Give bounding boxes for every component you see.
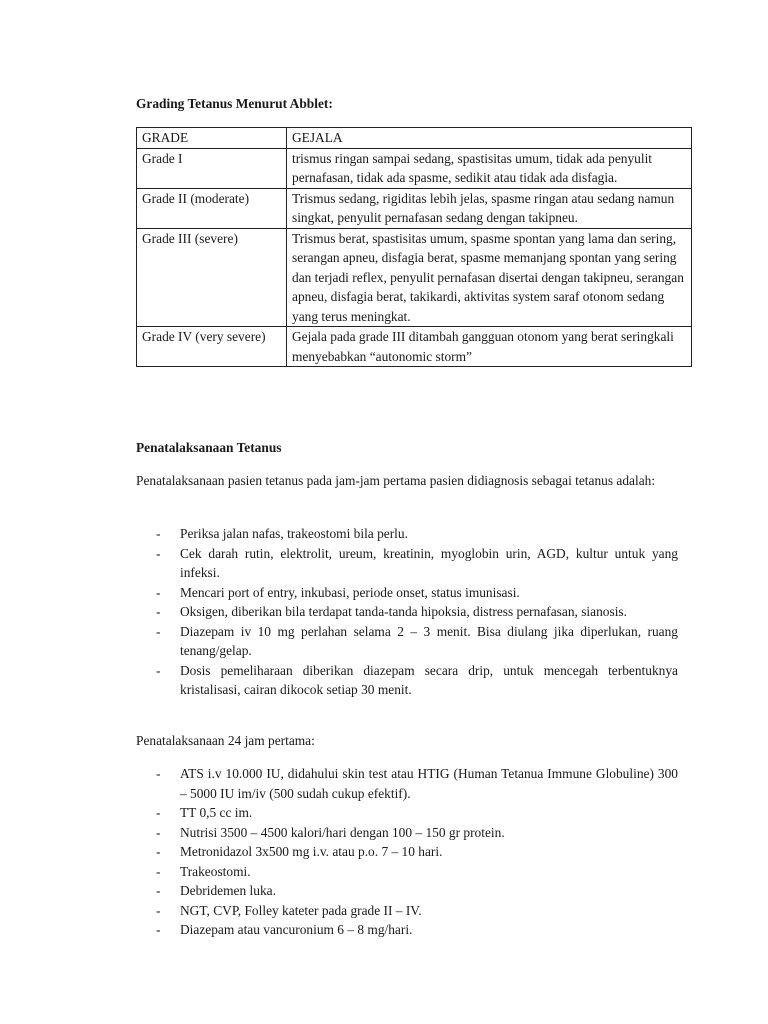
list-item [156,524,678,544]
list-item [156,803,678,823]
sub-title: Penatalaksanaan 24 jam pertama: [136,733,315,748]
list-item-text: Metronidazol 3x500 mg i.v. atau p.o. 7 – 10 hari. [180,844,443,859]
intro-paragraph: Penatalaksanaan pasien tetanus pada jam-jam pertama pasien didiagnosis sebagai tetanus adalah: [136,473,656,488]
list-item [156,602,678,622]
list-item-text: Debridemen luka. [180,883,276,898]
list-item-text: Cek darah rutin, elektrolit, ureum, kreatinin, myoglobin urin, AGD, kultur untuk yang infeksi. [180,545,678,580]
table-row [137,228,692,327]
dash-bullet: - [156,863,161,879]
grade-cell: Grade IV (very severe) [137,327,287,367]
table-header-row [137,128,692,149]
list-item-text: Trakeostomi. [180,863,251,879]
list-item [156,901,678,921]
list-item-text: Periksa jalan nafas, trakeostomi bila perlu. [180,526,408,541]
list-item-text: Oksigen, diberikan bila terdapat tanda-tanda hipoksia, distress pernafasan, sianosis. [180,604,627,619]
list-item [156,661,678,700]
gejala-cell: Gejala pada grade III ditambah gangguan otonom yang berat seringkali menyebabkan “autonomic storm” [287,327,692,367]
list-item [156,881,678,901]
dash-bullet: - [156,844,161,859]
dash-bullet: - [156,766,161,781]
list-item-text: Nutrisi 3500 – 4500 kalori/hari dengan 100 – 150 gr protein. [180,824,505,840]
list-item [156,823,678,843]
list-item-text: TT 0,5 cc im. [180,805,253,820]
list-item [156,842,678,862]
dash-bullet: - [156,604,161,619]
list-item-text: ATS i.v 10.000 IU, didahului skin test atau HTIG (Human Tetanua Immune Globuline) 300 – 5000 IU im/iv (500 sudah cukup efektif). [180,766,678,801]
list-item [156,764,678,803]
dash-bullet: - [156,883,161,898]
table-row [137,327,692,367]
list-item-text: Diazepam iv 10 mg perlahan selama 2 – 3 menit. Bisa diulang jika diperlukan, ruang tenang/gelap. [180,623,678,658]
dash-bullet: - [156,623,161,639]
list-item [156,544,678,583]
table-row [137,188,692,228]
section-title: Penatalaksanaan Tetanus [136,440,282,455]
dash-bullet: - [156,526,161,541]
list-item-text: Mencari port of entry, inkubasi, periode onset, status imunisasi. [180,584,520,600]
grade-cell: Grade I [137,148,287,188]
initial-steps-list [156,524,678,700]
dash-bullet: - [156,662,161,678]
list-item-text: Diazepam atau vancuronium 6 – 8 mg/hari. [180,922,413,937]
gejala-cell: trismus ringan sampai sedang, spastisitas umum, tidak ada penyulit pernafasan, tidak ada spasme, sedikit atau tidak ada disfagia. [287,148,692,188]
first-24h-list [156,764,678,940]
list-item-text: NGT, CVP, Folley kateter pada grade II – IV. [180,902,422,918]
table-row [137,148,692,188]
list-item [156,862,678,882]
dash-bullet: - [156,805,161,820]
dash-bullet: - [156,824,161,840]
dash-bullet: - [156,545,161,561]
list-item [156,583,678,603]
dash-bullet: - [156,922,161,937]
gejala-cell: Trismus berat, spastisitas umum, spasme spontan yang lama dan sering, serangan apneu, disfagia berat, spasme memanjang spontan yang sering dan terjadi reflex, penyulit pernafasan disertai dengan takipneu, serangan apneu, disfagia berat, takikardi, aktivitas system saraf otonom sedang yang terus meningkat. [287,228,692,327]
gejala-cell: Trismus sedang, rigiditas lebih jelas, spasme ringan atau sedang namun singkat, penyulit pernafasan sedang dengan takipneu. [287,188,692,228]
header-grade: GRADE [137,128,287,149]
list-item-text: Dosis pemeliharaan diberikan diazepam secara drip, untuk mencegah terbentuknya kristalisasi, cairan dikocok setiap 30 menit. [180,662,678,697]
grading-table [136,127,692,367]
grade-cell: Grade II (moderate) [137,188,287,228]
dash-bullet: - [156,902,161,918]
grading-title: Grading Tetanus Menurut Abblet: [136,96,333,111]
header-gejala: GEJALA [287,128,692,149]
list-item [156,920,678,940]
list-item [156,622,678,661]
dash-bullet: - [156,584,161,600]
grade-cell: Grade III (severe) [137,228,287,327]
